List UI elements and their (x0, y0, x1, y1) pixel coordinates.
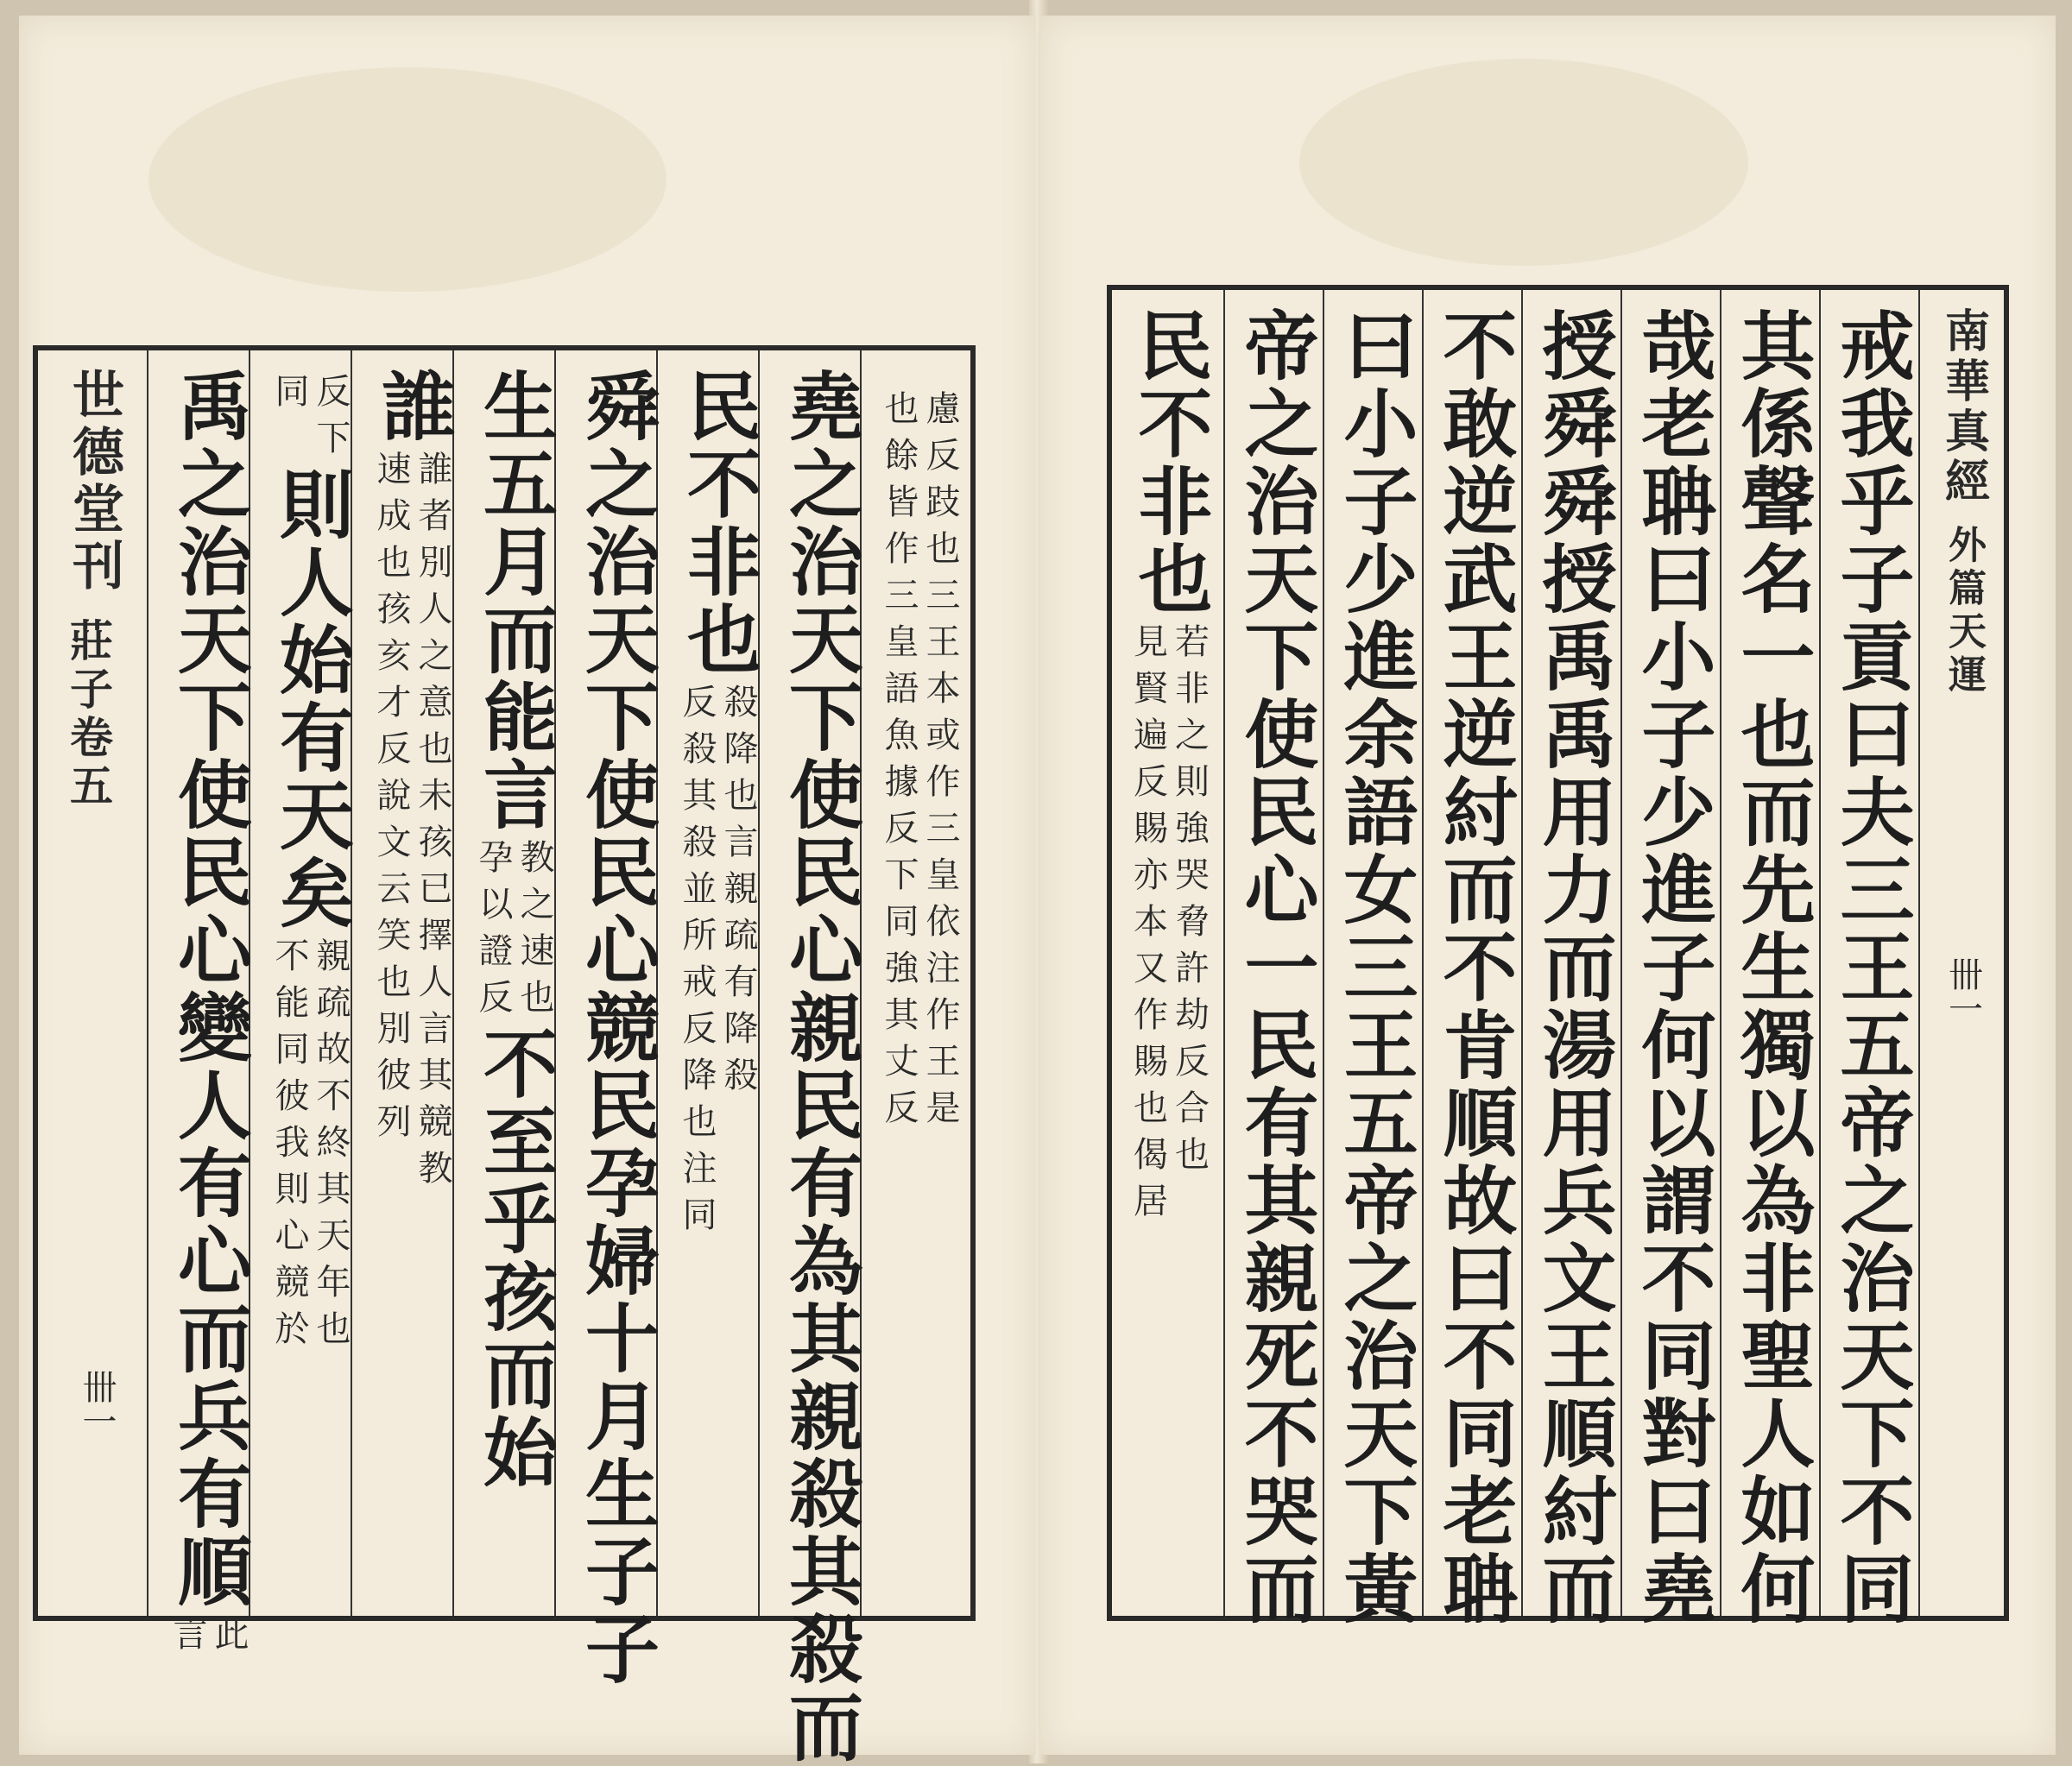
main-text: 帝之治天下使民心一民有其親死不哭而 (1231, 307, 1319, 1628)
main-text: 舜之治天下使民心競民孕婦十月生子子 (572, 368, 660, 1688)
main-text: 曰小子少進余語女三王五帝之治天下黃 (1330, 307, 1418, 1628)
main-text: 民不非也 (674, 368, 761, 678)
commentary-note (269, 937, 351, 1357)
paper-stain (148, 67, 666, 292)
main-text: 生五月而能言 (471, 368, 558, 834)
text-column (1622, 290, 1721, 1628)
note-line: 也餘皆作三皇語魚據反下同強其丈反 (879, 390, 919, 1136)
commentary-note (473, 839, 554, 1025)
main-text: 堯之治天下使民心親民有為其親殺其殺而 (776, 368, 863, 1766)
text-column (768, 350, 870, 1766)
note-line: 速成也孩亥才反說文云笑也別彼列 (371, 451, 411, 1150)
text-column (259, 350, 361, 1616)
text-column (565, 350, 666, 1688)
note-line: 反殺其殺並所戒反降也注同 (677, 684, 717, 1243)
note-line: 見賢遍反賜亦本又作賜也偈居 (1128, 623, 1168, 1229)
text-column (1112, 290, 1225, 1616)
folio-number: 卌一 (77, 1369, 117, 1438)
text-column (1523, 290, 1622, 1628)
note-line: 不能同彼我則心競於 (269, 937, 309, 1357)
main-text: 哉老聃曰小子少進子何以謂不同對曰堯 (1628, 307, 1716, 1628)
text-column (463, 350, 565, 1616)
margin-title: 世德堂刊 (64, 368, 124, 596)
note-line: 若非之則強哭脅許劫反合也 (1169, 623, 1210, 1183)
text-column (869, 350, 970, 1616)
note-line: 親疏故不終其天年也 (311, 937, 351, 1357)
text-column (361, 350, 463, 1616)
margin-volume: 莊子卷五 (63, 618, 114, 811)
commentary-note (371, 451, 452, 1196)
commentary-note (167, 1616, 249, 1662)
main-text: 不敢逆武王逆紂而不肯順故曰不同老聃 (1430, 307, 1518, 1628)
note-line: 教之速也 (515, 839, 554, 1025)
main-text: 戒我乎子貢曰夫三王五帝之治天下不同 (1827, 307, 1915, 1628)
text-column (666, 350, 768, 1616)
text-column (1721, 290, 1821, 1628)
commentary-note (677, 684, 758, 1243)
main-text: 授舜舜授禹禹用力而湯用兵文王順紂而 (1529, 307, 1617, 1628)
text-column (1225, 290, 1324, 1628)
main-text: 不至乎孩而始 (471, 1025, 558, 1492)
main-text: 則人始有天矣 (267, 466, 354, 932)
note-line: 反下 (311, 373, 351, 466)
note-line: 誰者別人之意也未孩已擇人言其競教 (413, 451, 452, 1196)
paper-stain (1299, 59, 1748, 266)
folio-number: 卌一 (1942, 956, 1983, 1025)
note-line: 殺降也言親疏有降殺 (718, 684, 758, 1103)
main-text: 其係聲名一也而先生獨以為非聖人如何 (1728, 307, 1816, 1628)
main-text: 禹之治天下使民心變人有心而兵有順 (165, 368, 252, 1611)
right-text-frame (1107, 285, 2009, 1628)
text-column (1821, 290, 1920, 1628)
note-line: 此 (209, 1616, 249, 1662)
margin-column (1920, 290, 2006, 1616)
note-line: 同 (269, 373, 309, 419)
text-column (157, 350, 259, 1662)
margin-title: 南華真經 (1936, 307, 1990, 508)
note-line: 言 (167, 1616, 207, 1662)
commentary-note (269, 373, 351, 466)
note-line: 慮反跂也三王本或作三皇依注作王是 (920, 390, 960, 1136)
text-column (1324, 290, 1424, 1628)
commentary-note (1128, 623, 1210, 1229)
left-text-frame (33, 345, 976, 1766)
margin-volume: 外篇天運 (1942, 525, 1986, 697)
note-line: 孕以證反 (473, 839, 513, 1025)
main-text: 誰 (369, 368, 456, 445)
main-text: 民不非也 (1125, 307, 1213, 618)
commentary-note (879, 390, 960, 1136)
text-column (1424, 290, 1523, 1628)
